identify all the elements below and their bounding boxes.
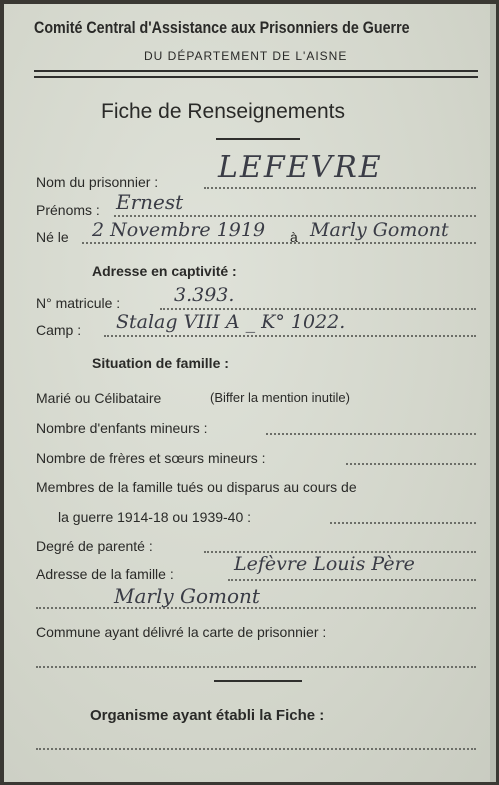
information-card xyxy=(4,4,496,782)
section-divider xyxy=(214,680,302,682)
commune-label: Commune ayant délivré la carte de prisonnier : xyxy=(36,624,327,640)
card-edge xyxy=(490,4,496,782)
adresse-famille-label: Adresse de la famille : xyxy=(36,566,174,582)
enfants-line xyxy=(266,433,476,435)
situation-famille-heading: Situation de famille : xyxy=(92,355,229,371)
ne-le-line xyxy=(82,242,476,244)
commune-line xyxy=(36,666,476,668)
membres-line xyxy=(330,522,476,524)
matricule-line xyxy=(160,308,476,310)
marie-label: Marié ou Célibataire xyxy=(36,390,162,406)
matricule-label: N° matricule : xyxy=(36,295,121,311)
prenoms-line xyxy=(114,215,476,217)
camp-value: Stalag VIII A _ K° 1022. xyxy=(116,311,346,333)
freres-label: Nombre de frères et sœurs mineurs : xyxy=(36,450,266,466)
nom-value: LEFEVRE xyxy=(218,150,383,185)
enfants-label: Nombre d'enfants mineurs : xyxy=(36,420,208,436)
department-subtitle: DU DÉPARTEMENT DE L'AISNE xyxy=(144,49,348,63)
degre-label: Degré de parenté : xyxy=(36,538,153,554)
a-label: à xyxy=(290,229,298,245)
ne-le-label: Né le xyxy=(36,229,69,245)
org-title: Comité Central d'Assistance aux Prisonniers de Guerre xyxy=(34,18,410,37)
title-underline xyxy=(216,138,300,140)
camp-line xyxy=(104,335,476,337)
marie-note: (Biffer la mention inutile) xyxy=(210,390,350,405)
ne-le-value: 2 Novembre 1919 xyxy=(92,219,266,241)
prenoms-label: Prénoms : xyxy=(36,202,100,218)
matricule-value: 3.393. xyxy=(174,284,235,306)
adresse-famille-value-line1: Lefèvre Louis Père xyxy=(234,553,415,575)
header-rule-top xyxy=(34,70,478,72)
adresse-famille-line1 xyxy=(228,579,476,581)
camp-label: Camp : xyxy=(36,322,82,338)
organisme-heading: Organisme ayant établi la Fiche : xyxy=(90,707,325,724)
nom-line xyxy=(204,187,476,189)
adresse-famille-value-line2: Marly Gomont xyxy=(114,584,260,608)
header-rule-bottom xyxy=(34,76,478,78)
organisme-line xyxy=(36,748,476,750)
form-title: Fiche de Renseignements xyxy=(101,100,345,123)
prenoms-value: Ernest xyxy=(116,190,184,214)
nom-label: Nom du prisonnier : xyxy=(36,174,159,190)
membres-label-line2: la guerre 1914-18 ou 1939-40 : xyxy=(58,509,252,525)
freres-line xyxy=(346,463,476,465)
adresse-captivite-heading: Adresse en captivité : xyxy=(92,263,237,279)
lieu-naissance-value: Marly Gomont xyxy=(310,219,449,241)
membres-label-line1: Membres de la famille tués ou disparus au cours de xyxy=(36,479,357,495)
